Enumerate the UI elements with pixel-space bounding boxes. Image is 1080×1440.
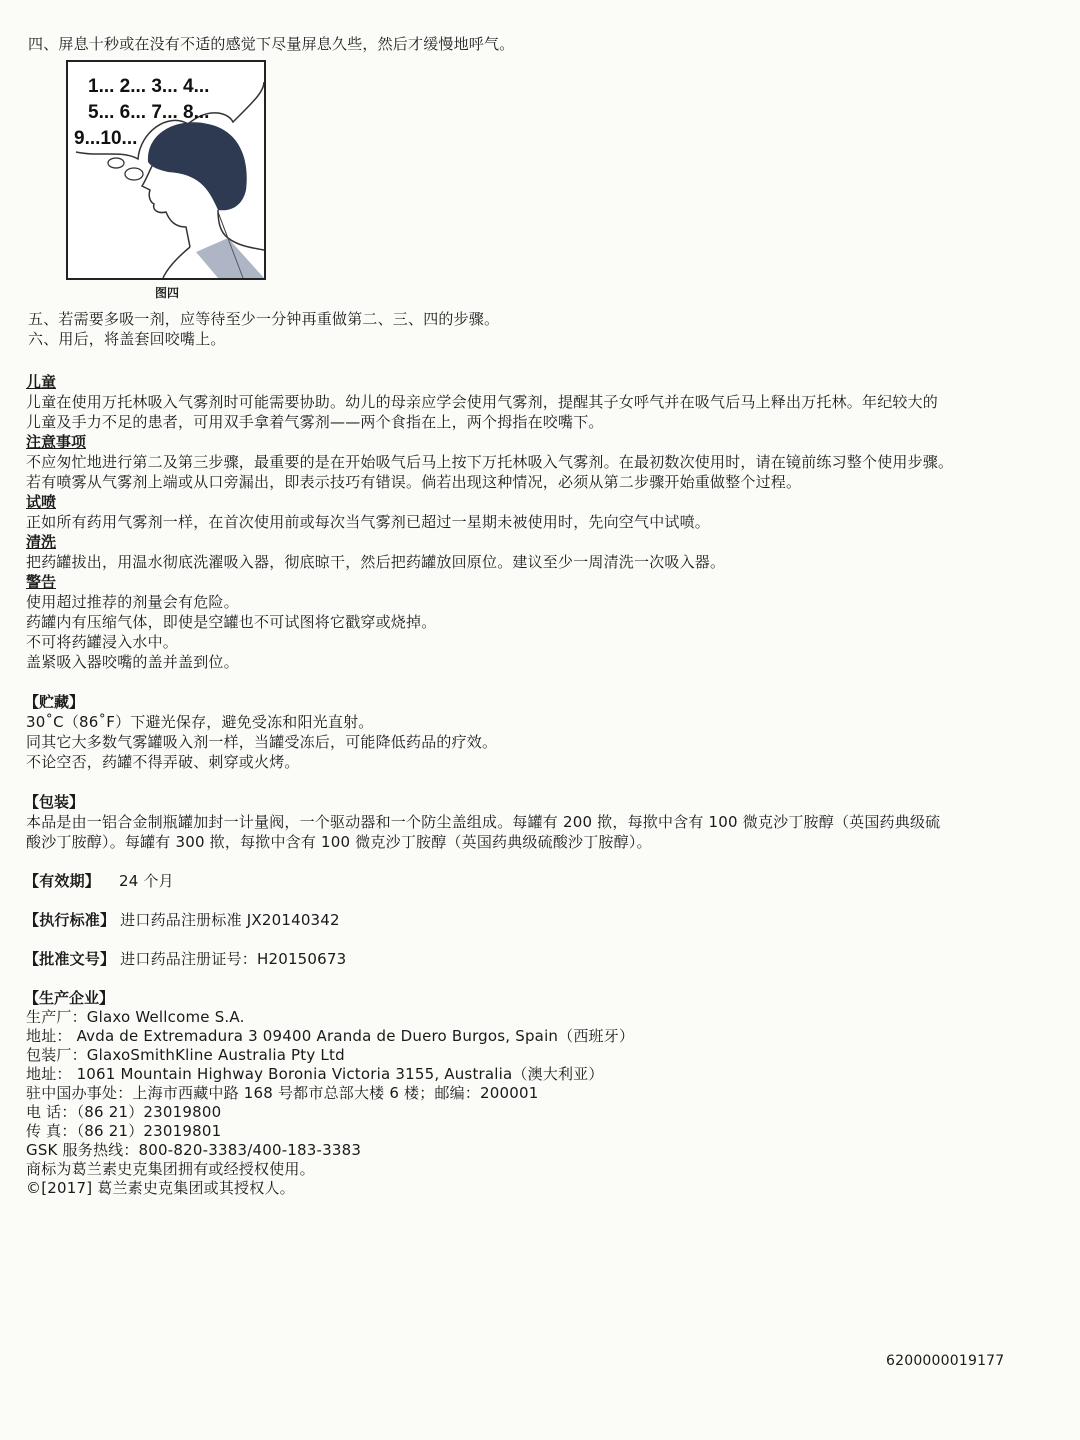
- children-line-2: 儿童及手力不足的患者，可用双手拿着气雾剂——两个食指在上，两个拇指在咬嘴下。: [26, 413, 604, 431]
- notes-line-1: 不应匆忙地进行第二及第三步骤，最重要的是在开始吸气后马上按下万托林吸入气雾剂。在最初数次使用时，请在镜前练习整个使用步骤。: [26, 453, 954, 471]
- manufacturer-line-4: 地址： 1061 Mountain Highway Boronia Victoria 3155, Australia（澳大利亚）: [26, 1065, 604, 1083]
- approval-label: 【批准文号】: [24, 950, 116, 968]
- manufacturer-line-10: ©[2017] 葛兰素史克集团或其授权人。: [26, 1179, 295, 1197]
- approval-value: 进口药品注册证号：H20150673: [120, 950, 347, 968]
- warning-line-4: 盖紧吸入器咬嘴的盖并盖到位。: [26, 653, 239, 671]
- manufacturer-line-2: 地址： Avda de Extremadura 3 09400 Aranda de Duero Burgos, Spain（西班牙）: [26, 1027, 635, 1045]
- validity-label: 【有效期】: [24, 872, 101, 890]
- standard-value: 进口药品注册标准 JX20140342: [120, 911, 340, 929]
- warning-line-3: 不可将药罐浸入水中。: [26, 633, 179, 651]
- manufacturer-line-8: GSK 服务热线：800-820-3383/400-183-3383: [26, 1141, 362, 1159]
- packaging-line-2: 酸沙丁胺醇）。每罐有 300 揿，每揿中含有 100 微克沙丁胺醇（英国药典级硫酸沙丁胺醇）。: [26, 833, 652, 851]
- children-heading: 儿童: [26, 373, 57, 391]
- count-line-1: 1... 2... 3... 4...: [88, 76, 210, 97]
- figure-4-illustration: [66, 60, 266, 280]
- figure-caption: 图四: [155, 286, 180, 300]
- standard-row: [24, 911, 340, 930]
- manufacturer-line-1: 生产厂：Glaxo Wellcome S.A.: [26, 1008, 245, 1026]
- product-code-number: 6200000019177: [886, 1353, 1005, 1369]
- storage-line-1: 30˚C（86˚F）下避光保存，避免受冻和阳光直射。: [26, 713, 374, 731]
- manufacturer-heading: 【生产企业】: [24, 989, 115, 1007]
- storage-line-3: 不论空否，药罐不得弄破、刺穿或火烤。: [26, 753, 300, 771]
- step-5-text: 五、若需要多吸一剂，应等待至少一分钟再重做第二、三、四的步骤。: [28, 310, 500, 328]
- cleaning-heading: 清洗: [26, 533, 57, 551]
- storage-line-2: 同其它大多数气雾罐吸入剂一样，当罐受冻后，可能降低药品的疗效。: [26, 733, 498, 751]
- manufacturer-line-6: 电 话：（86 21）23019800: [26, 1103, 222, 1121]
- warning-line-2: 药罐内有压缩气体，即使是空罐也不可试图将它戳穿或烧掉。: [26, 613, 437, 631]
- test-spray-line-1: 正如所有药用气雾剂一样，在首次使用前或每次当气雾剂已超过一星期未被使用时，先向空气中试喷。: [26, 513, 711, 531]
- count-line-2: 5... 6... 7... 8...: [88, 102, 210, 123]
- packaging-line-1: 本品是由一铝合金制瓶罐加封一计量阀，一个驱动器和一个防尘盖组成。每罐有 200 揿，每揿中含有 100 微克沙丁胺醇（英国药典级硫: [26, 813, 941, 831]
- warning-heading: 警告: [26, 573, 57, 591]
- count-line-3: 9...10...: [74, 128, 138, 149]
- manufacturer-line-9: 商标为葛兰素史克集团拥有或经授权使用。: [26, 1160, 315, 1178]
- validity-row: [24, 872, 174, 891]
- storage-heading: 【贮藏】: [24, 693, 85, 711]
- notes-line-2: 若有喷雾从气雾剂上端或从口旁漏出，即表示技巧有错误。倘若出现这种情况，必须从第二步骤开始重做整个过程。: [26, 473, 802, 491]
- packaging-heading: 【包装】: [24, 793, 85, 811]
- notes-heading: 注意事项: [26, 433, 87, 451]
- step-6-text: 六、用后，将盖套回咬嘴上。: [28, 330, 226, 348]
- step-4-text: 四、屏息十秒或在没有不适的感觉下尽量屏息久些，然后才缓慢地呼气。: [28, 35, 515, 53]
- manufacturer-line-3: 包装厂：GlaxoSmithKline Australia Pty Ltd: [26, 1046, 345, 1064]
- manufacturer-line-7: 传 真：（86 21）23019801: [26, 1122, 222, 1140]
- approval-row: [24, 950, 346, 969]
- children-line-1: 儿童在使用万托林吸入气雾剂时可能需要协助。幼儿的母亲应学会使用气雾剂，提醒其子女呼气并在吸气后马上释出万托林。年纪较大的: [26, 393, 939, 411]
- warning-line-1: 使用超过推荐的剂量会有危险。: [26, 593, 239, 611]
- cleaning-line-1: 把药罐拔出，用温水彻底洗濯吸入器，彻底晾干，然后把药罐放回原位。建议至少一周清洗一次吸入器。: [26, 553, 726, 571]
- standard-label: 【执行标准】: [24, 911, 116, 929]
- manufacturer-line-5: 驻中国办事处：上海市西藏中路 168 号都市总部大楼 6 楼；邮编：200001: [26, 1084, 539, 1102]
- test-spray-heading: 试喷: [26, 493, 57, 511]
- validity-value: 24 个月: [118, 872, 174, 890]
